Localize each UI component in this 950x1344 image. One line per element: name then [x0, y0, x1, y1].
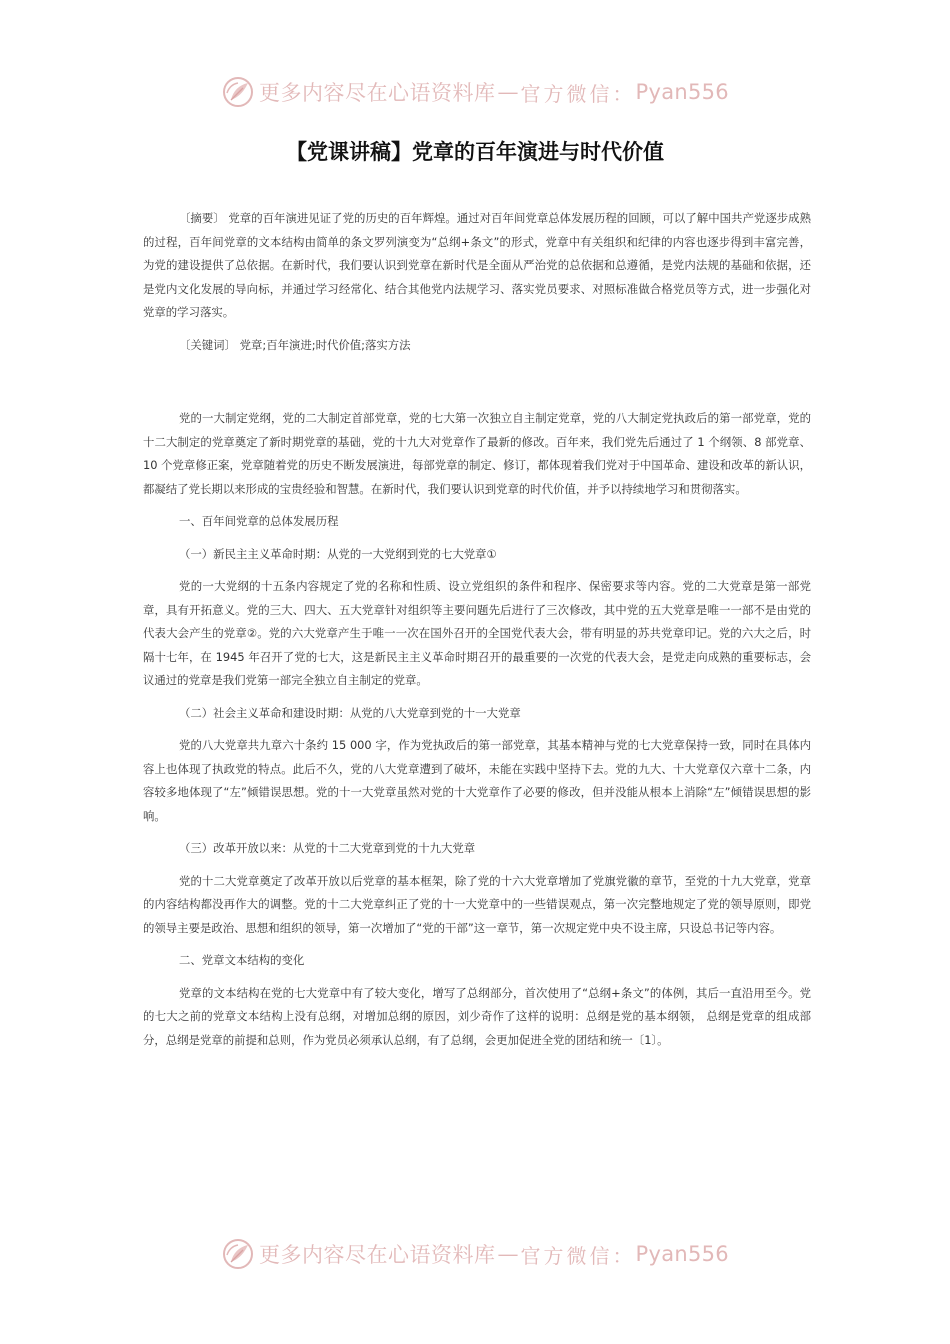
section-heading-2: 二、党章文本结构的变化 — [179, 953, 305, 967]
watermark-wechat-label: 官方微信： — [520, 81, 636, 106]
watermark-text: 更多内容尽在心语资料库 — [259, 1243, 496, 1267]
watermark-dash: — — [497, 80, 519, 104]
watermark-dash: — — [497, 1242, 519, 1266]
intro-paragraph: 党的一大制定党纲，党的二大制定首部党章，党的七大第一次独立自主制定党章，党的八大制定党执政后的第一部党章，党的十二大制定的党章奠定了新时期党章的基础，党的十九大对党章作了最新的修改。百年来，我们党先后通过了 1 个纲领、8 部党章、10 个党章修正案，党章随着党的历史不断发展演进，每部党章的制定、修订，都体现着我们党对于中国革命、建设和改革的新认识，都凝结了党长期以来形成的宝贵经验和智慧。在新时代，我们要认识到党章的时代价值，并予以持续地学习和贯彻落实。 — [143, 411, 811, 496]
watermark-wechat-label: 官方微信： — [520, 1243, 636, 1268]
abstract-paragraph: 〔摘要〕 党章的百年演进见证了党的历史的百年辉煌。通过对百年间党章总体发展历程的回顾，可以了解中国共产党逐步成熟的过程，百年间党章的文本结构由简单的条文罗列演变为“总纲+条文”的形式，党章中有关组织和纪律的内容也逐步得到丰富完善，为党的建设提供了总依据。在新时代，我们要认识到党章在新时代是全面从严治党的总依据和总遵循，是党内法规的基础和依据，还是党内文化发展的导向标，并通过学习经常化、结合其他党内法规学习、落实党员要求、对照标准做合格党员等方式，进一步强化对党章的学习落实。 — [143, 211, 811, 319]
watermark-footer — [0, 1232, 950, 1276]
subsection-heading-3: （三）改革开放以来：从党的十二大党章到党的十九大党章 — [179, 841, 476, 855]
subsection-heading-2: （二）社会主义革命和建设时期：从党的八大党章到党的十一大党章 — [179, 705, 521, 720]
watermark-text: 更多内容尽在心语资料库 — [259, 81, 496, 105]
watermark-wechat-id: Pyan556 — [635, 80, 729, 104]
leaf-feather-logo-icon — [221, 1237, 255, 1271]
subsection-paragraph-2: 党的八大党章共九章六十条约 15 000 字，作为党执政后的第一部党章，其基本精神与党的七大党章保持一致，同时在具体内容上也体现了执政党的特点。此后不久，党的八大党章遭到了破坏，未能在实践中坚持下去。党的九大、十大党章仅六章十二条，内容较多地体现了“左”倾错误思想。党的十一大党章虽然对党的十大党章作了必要的修改，但并没能从根本上消除“左”倾错误思想的影响。 — [143, 738, 811, 823]
document-body — [143, 207, 811, 1052]
document-title: 【党课讲稿】党章的百年演进与时代价值 — [286, 140, 664, 164]
subsection-paragraph-1: 党的一大党纲的十五条内容规定了党的名称和性质、设立党组织的条件和程序、保密要求等内容。党的二大党章是第一部党章，具有开拓意义。党的三大、四大、五大党章针对组织等主要问题先后进行了三次修改，其中党的五大党章是唯一一部不是由党的代表大会产生的党章②。党的六大党章产生于唯一一次在国外召开的全国党代表大会，带有明显的苏共党章印记。党的六大之后，时隔十七年，在 1945 年召开了党的七大，这是新民主主义革命时期召开的最重要的一次党的代表大会，是党走向成熟的重要标志，会议通过的党章是我们党第一部完全独立自主制定的党章。 — [143, 579, 811, 687]
section-paragraph-2: 党章的文本结构在党的七大党章中有了较大变化，增写了总纲部分，首次使用了“总纲+条文”的体例，其后一直沿用至今。党的七大之前的党章文本结构上没有总纲，对增加总纲的原因，刘少奇作了这样的说明：总纲是党的基本纲领， 总纲是党章的组成部分，总纲是党章的前提和总则，作为党员必须承认总纲，有了总纲，会更加促进全党的团结和统一〔1〕。 — [143, 985, 811, 1047]
section-heading-1: 一、百年间党章的总体发展历程 — [179, 514, 339, 528]
leaf-feather-logo-icon — [221, 75, 255, 109]
keywords-paragraph: 〔关键词〕 党章;百年演进;时代价值;落实方法 — [179, 337, 411, 352]
subsection-heading-1: （一）新民主主义革命时期：从党的一大党纲到党的七大党章① — [179, 546, 497, 561]
watermark-wechat-id: Pyan556 — [635, 1242, 729, 1266]
watermark-header — [0, 70, 950, 114]
subsection-paragraph-3: 党的十二大党章奠定了改革开放以后党章的基本框架，除了党的十六大党章增加了党旗党徽的章节，至党的十九大党章，党章的内容结构都没再作大的调整。党的十二大党章纠正了党的十一大党章中的一些错误观点，第一次完整地规定了党的领导原则，即党的领导主要是政治、思想和组织的领导，第一次增加了“党的干部”这一章节，第一次规定党中央不设主席，只设总书记等内容。 — [143, 873, 811, 935]
